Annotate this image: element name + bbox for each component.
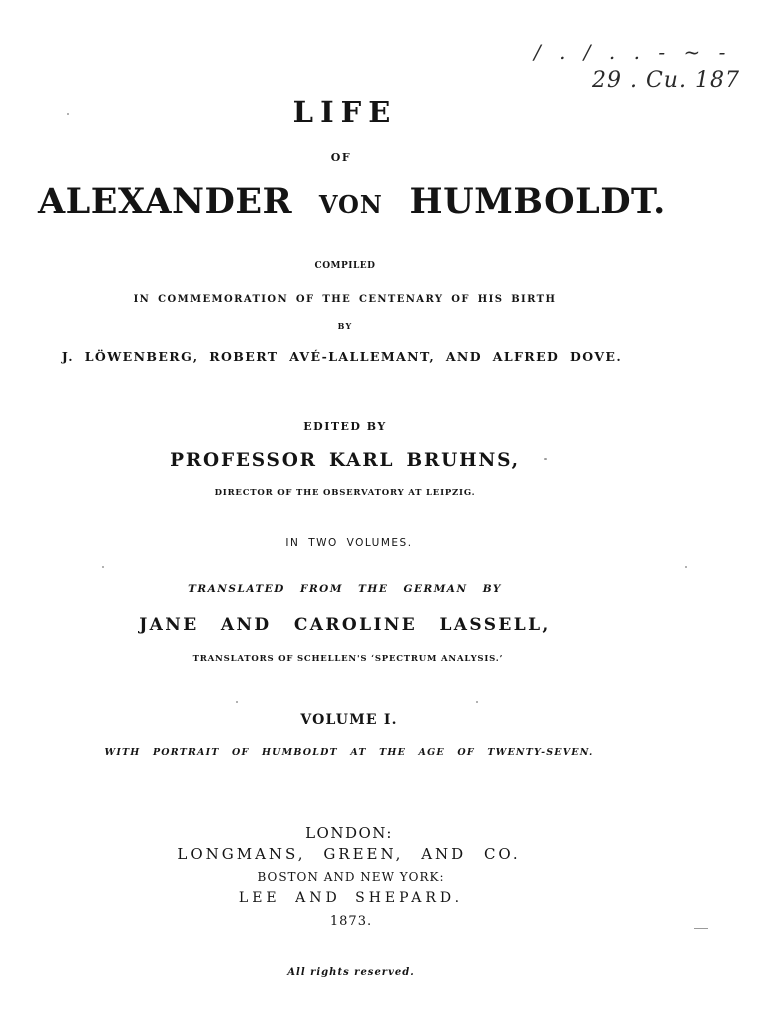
handwritten-mark: / . / . . - ~ - bbox=[534, 40, 732, 64]
compiled-label: COMPILED bbox=[314, 261, 376, 271]
translation-credit: TRANSLATORS OF SCHELLEN'S ‘SPECTRUM ANALYSIS.’ bbox=[192, 654, 504, 664]
editor-role: DIRECTOR OF THE OBSERVATORY AT LEIPZIG. bbox=[214, 488, 476, 498]
volume-portrait: WITH PORTRAIT OF HUMBOLDT AT THE AGE OF TWENTY-SEVEN. bbox=[104, 747, 594, 758]
imprint-city2: BOSTON AND NEW YORK: bbox=[257, 870, 445, 884]
editor-label: EDITED BY bbox=[303, 420, 387, 433]
rights-notice: All rights reserved. bbox=[287, 967, 415, 978]
translation-label: TRANSLATED FROM THE GERMAN BY bbox=[188, 583, 502, 595]
imprint-publisher: LONGMANS, GREEN, AND CO. bbox=[177, 845, 521, 863]
title-life: LIFE bbox=[292, 95, 398, 129]
imprint-year: 1873. bbox=[329, 914, 373, 929]
imprint-publisher2: LEE AND SHEPARD. bbox=[238, 890, 464, 906]
compiled-occasion: IN COMMEMORATION OF THE CENTENARY OF HIS BIRTH bbox=[133, 294, 557, 305]
title-of: OF bbox=[330, 151, 352, 164]
title-humboldt: HUMBOLDT. bbox=[409, 181, 666, 222]
compiled-by: BY bbox=[337, 321, 353, 331]
handwritten-date: 29 . Cu. 187 bbox=[592, 68, 740, 93]
compiled-authors: J. LÖWENBERG, ROBERT AVÉ-LALLEMANT, AND ALFRED DOVE. bbox=[61, 349, 623, 364]
imprint-city: LONDON: bbox=[305, 824, 393, 842]
editor-name: PROFESSOR KARL BRUHNS, bbox=[170, 450, 520, 471]
title-main bbox=[38, 181, 666, 222]
volumes-count: IN TWO VOLUMES. bbox=[285, 537, 413, 549]
volume-label: VOLUME I. bbox=[300, 712, 398, 728]
translation-translators: JANE AND CAROLINE LASSELL, bbox=[139, 615, 551, 635]
title-von: VON bbox=[318, 190, 383, 219]
title-alexander: ALEXANDER bbox=[38, 181, 293, 222]
